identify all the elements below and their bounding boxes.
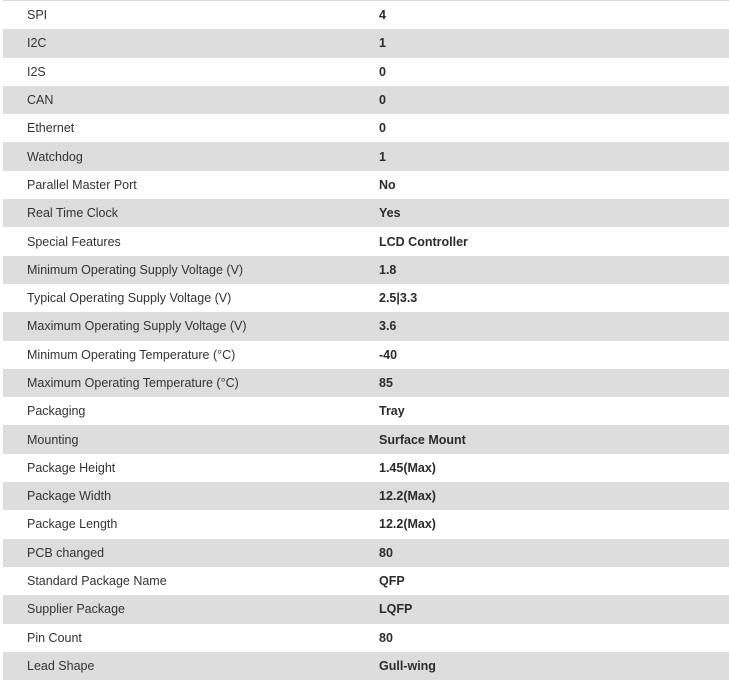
spec-name: Standard Package Name <box>27 574 167 589</box>
spec-value: 12.2(Max) <box>379 517 436 532</box>
spec-name: Packaging <box>27 404 86 419</box>
spec-name: I2C <box>27 36 47 51</box>
spec-name: Maximum Operating Temperature (°C) <box>27 376 239 390</box>
table-row <box>3 539 729 567</box>
table-row <box>3 595 729 623</box>
spec-name: SPI <box>27 8 48 23</box>
spec-value: 1.8 <box>379 262 397 277</box>
spec-value: Gull-wing <box>379 658 436 673</box>
table-row <box>3 29 729 57</box>
table-row <box>3 171 729 199</box>
table-row <box>3 482 729 510</box>
spec-value: 0 <box>379 93 386 108</box>
table-row <box>3 567 729 595</box>
spec-value: 1 <box>379 36 386 51</box>
spec-name: Package Height <box>27 460 116 475</box>
spec-value: 12.2(Max) <box>379 489 436 504</box>
spec-name: Supplier Package <box>27 602 125 617</box>
spec-value: Yes <box>379 206 401 221</box>
spec-value: 85 <box>379 376 393 390</box>
spec-name: Mounting <box>27 432 79 447</box>
table-row <box>3 341 729 369</box>
spec-name: CAN <box>27 93 54 108</box>
spec-name: Watchdog <box>27 149 83 164</box>
spec-value: 80 <box>379 630 393 645</box>
table-row <box>3 425 729 453</box>
spec-value: 0 <box>379 121 386 136</box>
spec-value: 2.5|3.3 <box>379 291 418 306</box>
table-row <box>3 1 729 29</box>
spec-name: Package Width <box>27 489 112 504</box>
table-row <box>3 312 729 340</box>
spec-value: QFP <box>379 574 405 589</box>
spec-name: Lead Shape <box>27 658 95 673</box>
table-row <box>3 624 729 652</box>
table-row <box>3 397 729 425</box>
spec-value: 80 <box>379 545 393 560</box>
table-row <box>3 369 729 397</box>
spec-name: Pin Count <box>27 630 82 645</box>
spec-name: Real Time Clock <box>27 206 118 221</box>
spec-value: 1 <box>379 149 386 164</box>
spec-value: 4 <box>379 8 386 23</box>
spec-value: Surface Mount <box>379 432 466 447</box>
table-row <box>3 114 729 142</box>
spec-name: Ethernet <box>27 121 75 136</box>
specifications-table <box>3 0 729 680</box>
spec-name: Special Features <box>27 234 121 249</box>
spec-value: 1.45(Max) <box>379 460 436 475</box>
spec-name: Package Length <box>27 517 118 532</box>
table-row <box>3 86 729 114</box>
spec-name: Parallel Master Port <box>27 177 137 192</box>
spec-value: 0 <box>379 64 386 79</box>
spec-name: Typical Operating Supply Voltage (V) <box>27 291 232 306</box>
spec-name: PCB changed <box>27 545 105 560</box>
spec-name: Minimum Operating Temperature (°C) <box>27 347 236 362</box>
spec-name: Minimum Operating Supply Voltage (V) <box>27 262 244 277</box>
table-row <box>3 199 729 227</box>
spec-value: LCD Controller <box>379 234 468 249</box>
spec-name: Maximum Operating Supply Voltage (V) <box>27 319 247 334</box>
table-row <box>3 652 729 680</box>
table-row <box>3 510 729 538</box>
spec-value: 3.6 <box>379 319 397 334</box>
table-row <box>3 256 729 284</box>
table-row <box>3 58 729 86</box>
spec-value: Tray <box>379 404 405 419</box>
table-row <box>3 227 729 255</box>
table-row <box>3 142 729 170</box>
table-row <box>3 454 729 482</box>
spec-value: LQFP <box>379 602 413 617</box>
table-row <box>3 284 729 312</box>
spec-name: I2S <box>27 64 46 79</box>
spec-value: -40 <box>379 347 398 362</box>
spec-value: No <box>379 177 396 192</box>
